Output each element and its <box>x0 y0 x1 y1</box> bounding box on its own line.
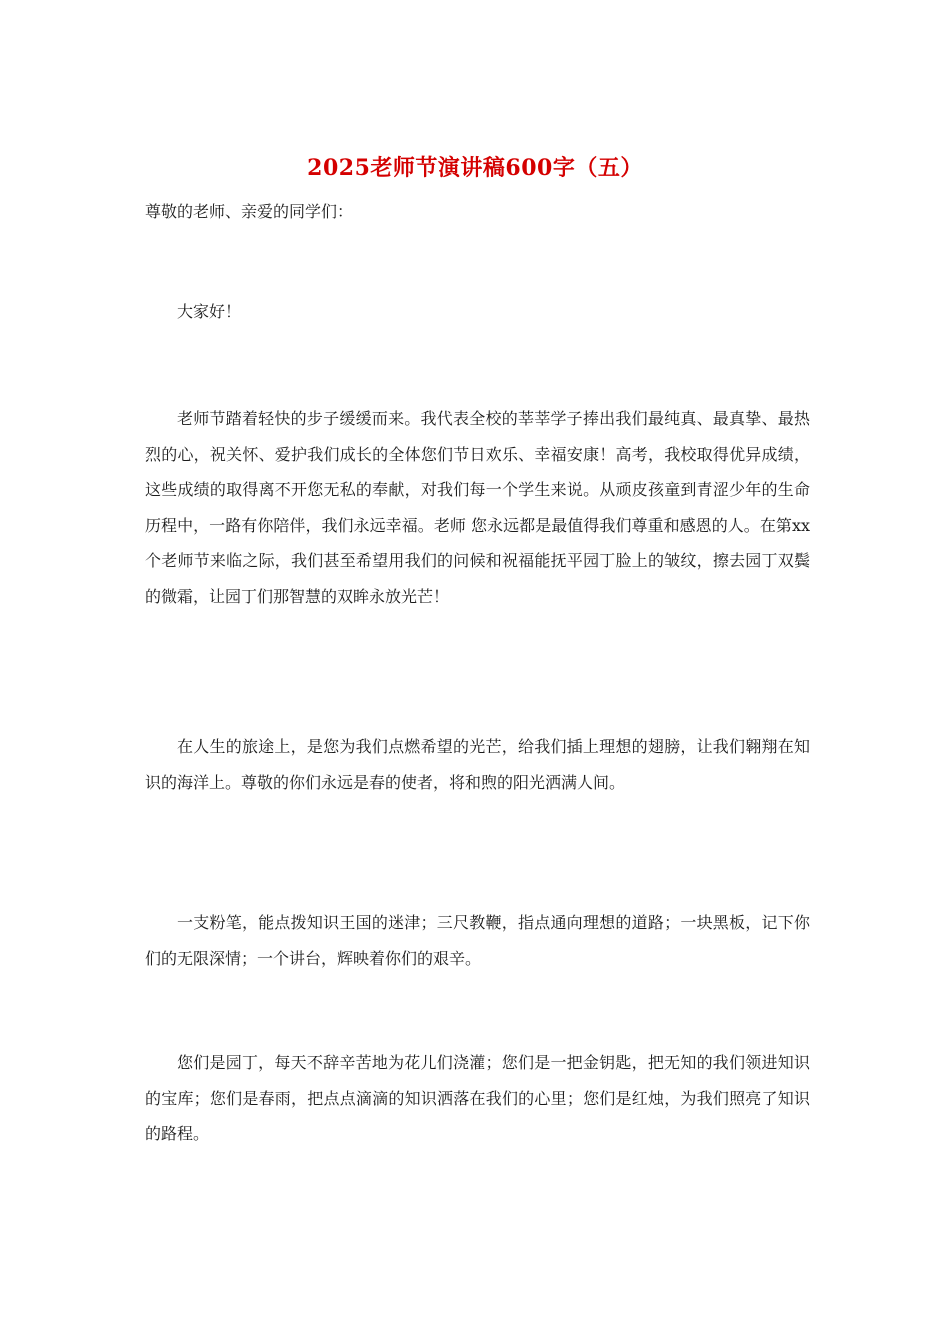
greeting-paragraph: 大家好！ <box>177 302 242 321</box>
body-paragraph-3: 一支粉笔，能点拨知识王国的迷津；三尺教鞭，指点通向理想的道路；一块黑板，记下你们的无限深情；一个讲台，辉映着你们的艰辛。 <box>145 913 810 968</box>
body-paragraph-1: 老师节踏着轻快的步子缓缓而来。我代表全校的莘莘学子捧出我们最纯真、最真挚、最热烈的心，祝关怀、爱护我们成长的全体您们节日欢乐、幸福安康！高考，我校取得优异成绩，这些成绩的取得离不开您无私的奉献，对我们每一个学生来说。从顽皮孩童到青涩少年的生命历程中，一路有你陪伴，我们永远幸福。老师 您永远都是最值得我们尊重和感恩的人。在第xx个老师节来临之际，我们甚至希望用我们的问候和祝福能抚平园丁脸上的皱纹，擦去园丁双鬓的微霜，让园丁们那智慧的双眸永放光芒！ <box>145 409 810 606</box>
body-paragraph-2: 在人生的旅途上，是您为我们点燃希望的光芒，给我们插上理想的翅膀，让我们翱翔在知识的海洋上。尊敬的你们永远是春的使者，将和煦的阳光洒满人间。 <box>145 737 810 792</box>
body-paragraph-4: 您们是园丁，每天不辞辛苦地为花儿们浇灌；您们是一把金钥匙，把无知的我们领进知识的宝库；您们是春雨，把点点滴滴的知识洒落在我们的心里；您们是红烛，为我们照亮了知识的路程。 <box>145 1053 810 1143</box>
salutation: 尊敬的老师、亲爱的同学们： <box>145 202 354 221</box>
document-title: 2025老师节演讲稿600字（五） <box>307 155 643 181</box>
